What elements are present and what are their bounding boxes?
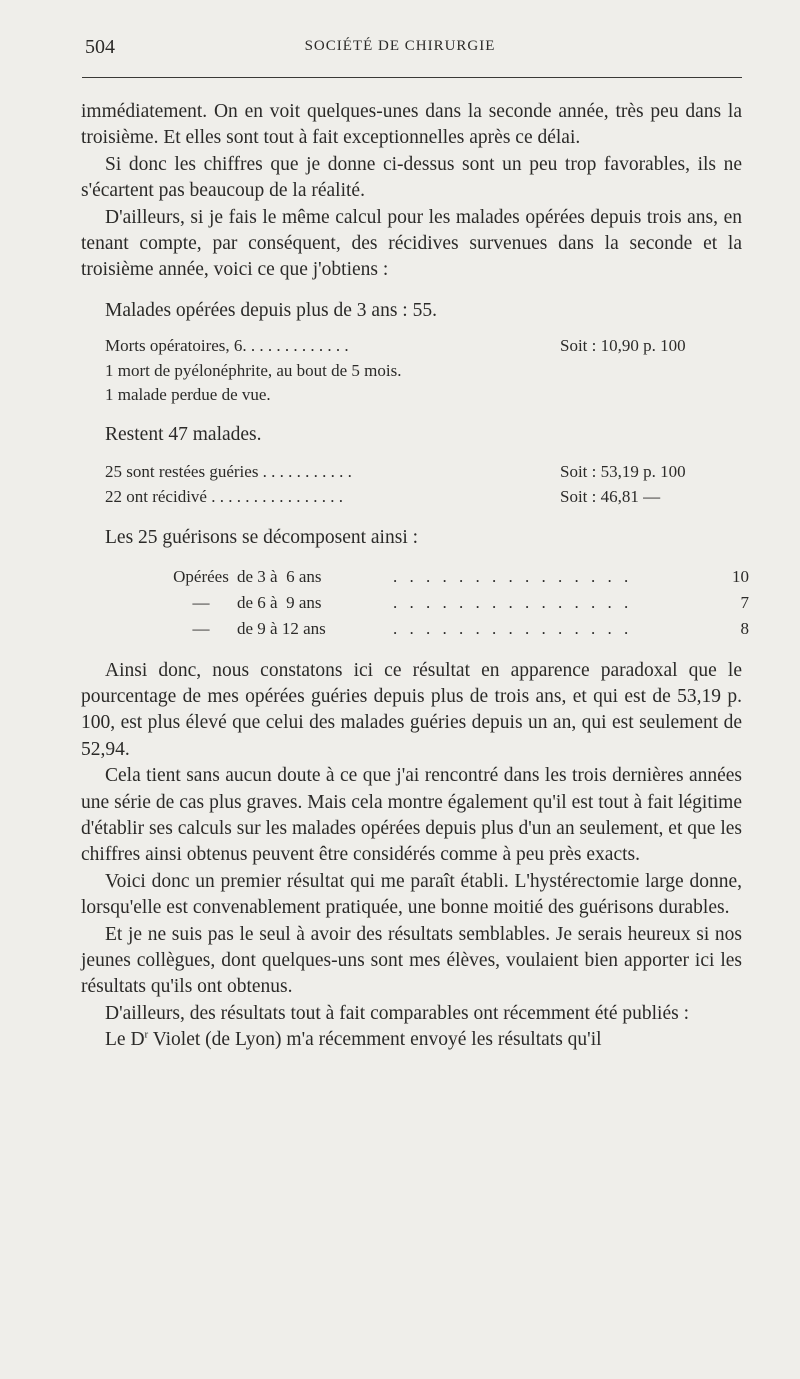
remaining-line: Restent 47 malades. — [105, 423, 262, 445]
text-fragment: Le D — [105, 1029, 145, 1051]
stat-line: 1 mort de pyélonéphrite, au bout de 5 mois. — [105, 360, 402, 380]
outcome-stats — [81, 460, 742, 509]
table-row — [165, 564, 749, 590]
table-cell: de 3 à 6 ans — [237, 566, 322, 586]
paragraph: immédiatement. On en voit quelques-unes dans la seconde année, très peu dans la troisième. Et elles sont tout à fait exceptionnelles après ce délai. — [81, 101, 742, 149]
stat-label: 22 ont récidivé . . . . . . . . . . . . . . . . — [105, 486, 343, 506]
paragraph: D'ailleurs, si je fais le même calcul pour les malades opérées depuis trois ans, en tenant compte, par conséquent, des récidives survenues dans la seconde et la troisième année, voici ce que j'obtiens : — [81, 206, 742, 281]
table-cell: de 9 à 12 ans — [237, 618, 326, 638]
mortality-stats — [81, 334, 742, 408]
table-cell: 8 — [740, 618, 749, 638]
stat-row — [105, 485, 750, 510]
paragraph: Ainsi donc, nous constatons ici ce résultat en apparence paradoxal que le pourcentage de mes opérées guéries depuis plus de trois ans, et qui est de 53,19 p. 100, est plus élevé que celui des malades guéries depuis un an, qui est seulement de 52,94. — [81, 659, 742, 760]
stat-value: Soit : 46,81 — — [560, 486, 661, 506]
table-cell: Opérées — [173, 566, 229, 586]
paragraph: Cela tient sans aucun doute à ce que j'ai rencontré dans les trois dernières années une série de cas plus graves. Mais cela montre également qu'il est tout à fait légitime d'établir ses calculs sur les malades opérées depuis plus d'un an seulement, et que les chiffres ainsi obtenus peuvent être considérés comme à peu près exacts. — [81, 765, 742, 866]
table-cell: 7 — [740, 592, 749, 612]
guerisons-title: Les 25 guérisons se décomposent ainsi : — [105, 527, 419, 549]
superscript: r — [144, 1028, 149, 1041]
header-rule — [82, 77, 742, 78]
summary-title: Malades opérées depuis plus de 3 ans : 55. — [105, 299, 437, 321]
paragraph-group — [81, 658, 742, 1054]
table-cell: de 6 à 9 ans — [237, 592, 322, 612]
paragraph: Et je ne suis pas le seul à avoir des résultats semblables. Je serais heureux si nos jeunes collègues, dont quelques-uns sont mes élèves, voulaient bien apporter ici les résultats qu'ils ont obtenus. — [81, 923, 742, 998]
table-leader: . . . . . . . . . . . . . . . — [393, 592, 633, 612]
page-body — [81, 99, 749, 1054]
paragraph-last — [81, 1027, 742, 1053]
guerisons-table — [81, 564, 749, 642]
stat-label: Morts opératoires, 6. . . . . . . . . . . . . — [105, 336, 349, 356]
running-head: SOCIÉTÉ DE CHIRURGIE — [304, 38, 496, 54]
table-row — [165, 590, 749, 616]
stat-value: Soit : 53,19 p. 100 — [560, 462, 686, 482]
paragraph: Si donc les chiffres que je donne ci-dessus sont un peu trop favorables, ils ne s'écartent pas beaucoup de la réalité. — [81, 153, 742, 202]
stat-value: Soit : 10,90 p. 100 — [560, 336, 686, 356]
stat-label: 25 sont restées guéries . . . . . . . . . . . — [105, 462, 352, 482]
table-leader: . . . . . . . . . . . . . . . — [393, 566, 633, 586]
page-number: 504 — [85, 36, 115, 58]
paragraph: Voici donc un premier résultat qui me paraît établi. L'hystérectomie large donne, lorsqu'elle est convenablement pratiquée, une bonne moitié des guérisons durables. — [81, 870, 742, 919]
stat-row — [105, 460, 750, 485]
text-fragment: Violet (de Lyon) m'a récemment envoyé les résultats qu'il — [148, 1029, 602, 1051]
stat-row — [105, 334, 750, 359]
table-cell: 10 — [732, 566, 749, 586]
stat-line: 1 malade perdue de vue. — [105, 385, 271, 405]
paragraph: D'ailleurs, des résultats tout à fait comparables ont récemment été publiés : — [105, 1002, 689, 1024]
table-row — [165, 616, 749, 642]
table-leader: . . . . . . . . . . . . . . . — [393, 618, 633, 638]
table-cell: — — [192, 592, 210, 612]
table-cell: — — [192, 618, 210, 638]
